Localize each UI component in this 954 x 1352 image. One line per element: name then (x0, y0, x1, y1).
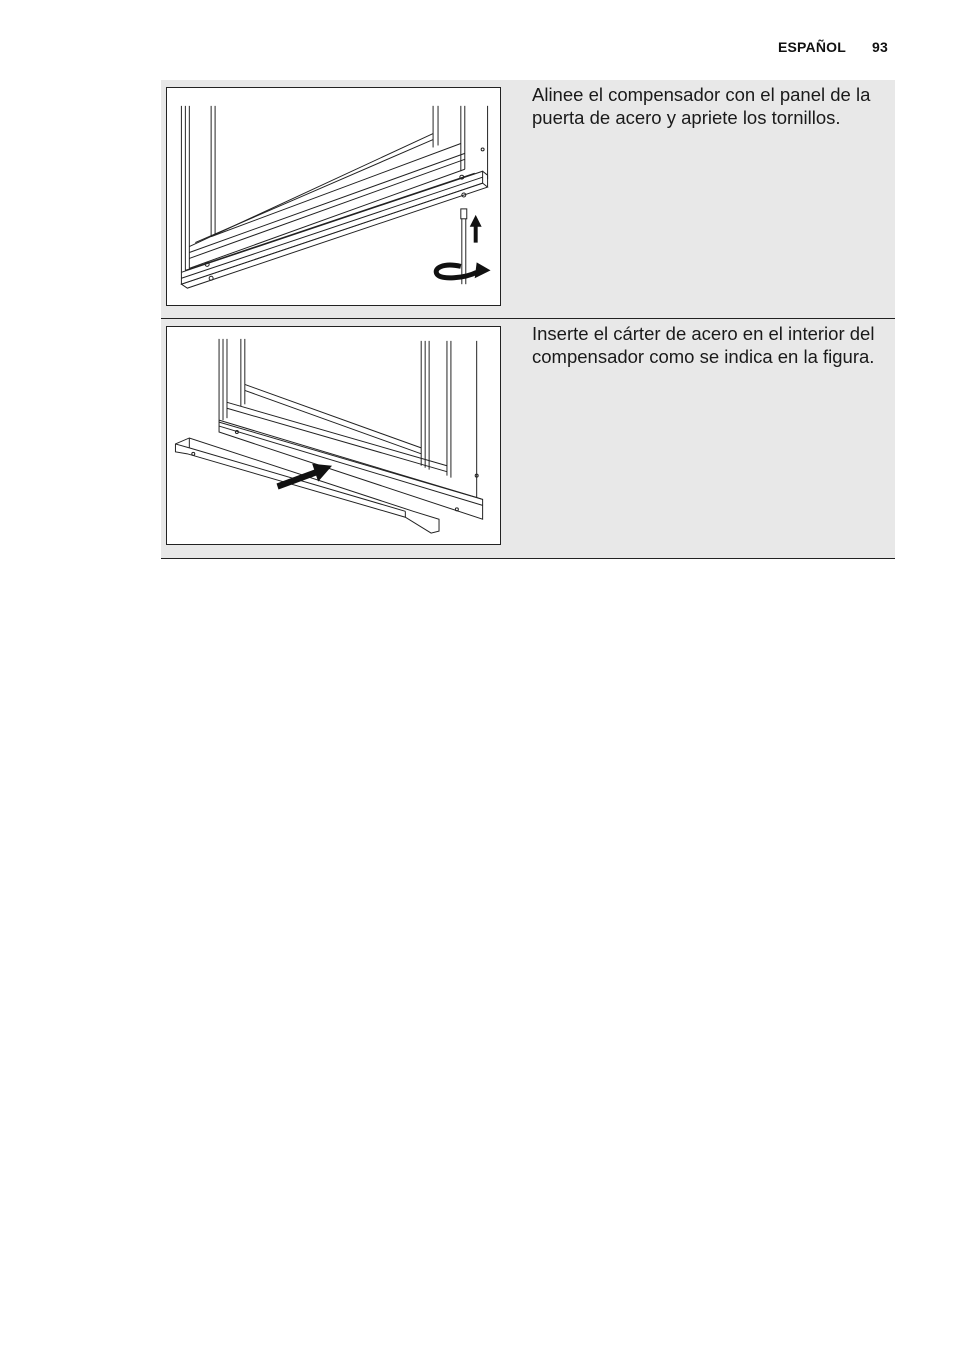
align-compensator-illustration (166, 87, 501, 306)
instructions-table (161, 80, 895, 559)
insert-plinth-illustration (166, 326, 501, 545)
page-number: 93 (872, 39, 888, 55)
instruction-row (161, 80, 895, 319)
door-compensator-screw-drawing (167, 88, 500, 305)
door-plinth-insertion-drawing (167, 327, 500, 544)
language-label: ESPAÑOL (777, 39, 847, 55)
step-text: Alinee el compensador con el panel de la puerta de acero y apriete los tornillos. (532, 84, 871, 128)
instruction-row (161, 319, 895, 559)
step-text: Inserte el cárter de acero en el interior del compensador como se indica en la figura. (532, 323, 875, 367)
page-header (0, 39, 888, 55)
